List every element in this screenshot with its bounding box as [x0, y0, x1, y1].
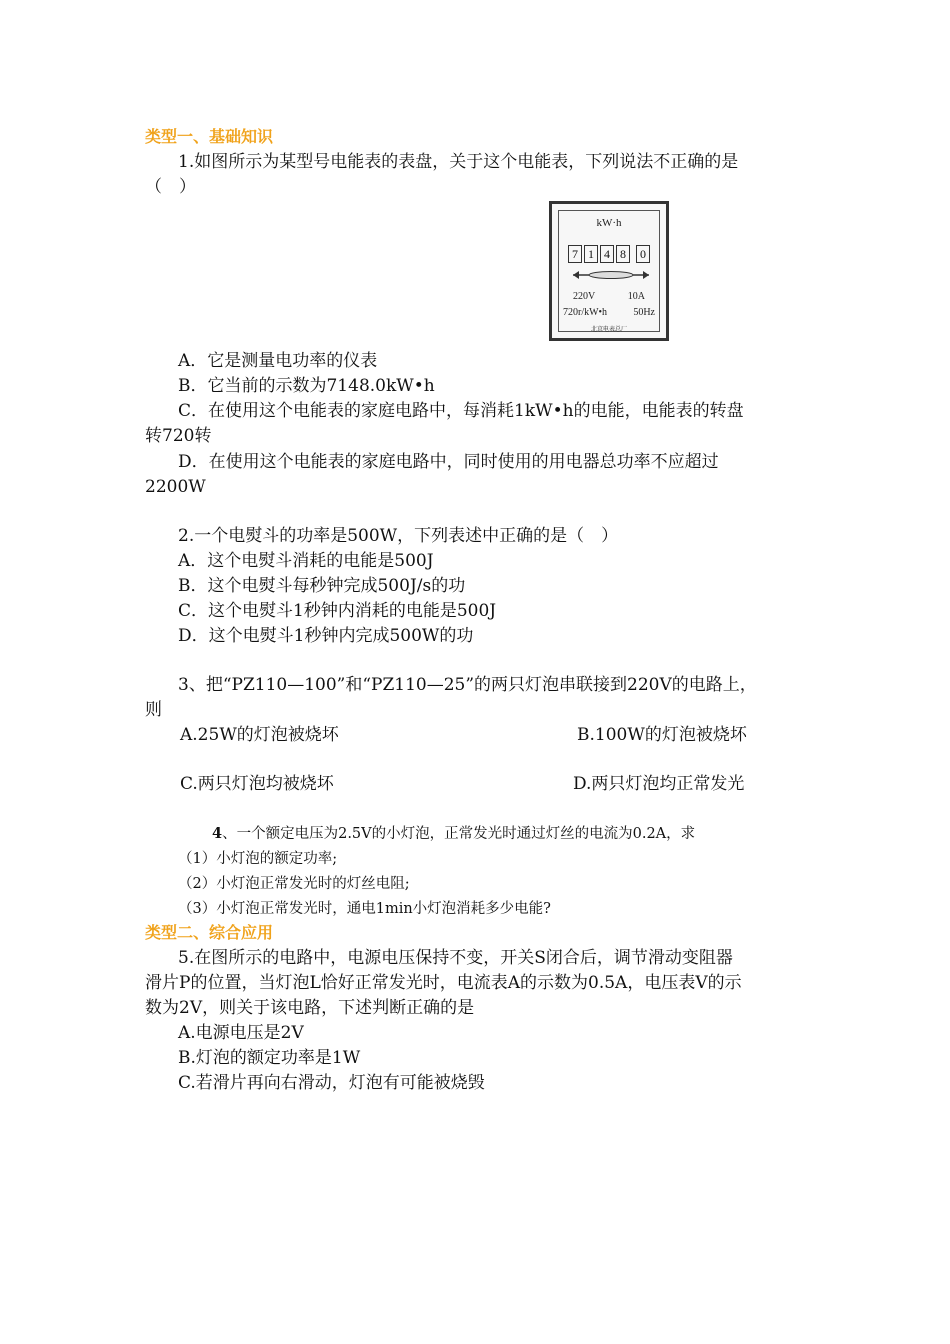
q1-option-d: D．在使用这个电能表的家庭电路中，同时使用的用电器总功率不应超过	[178, 452, 719, 472]
q5-stem: 5.在图所示的电路中，电源电压保持不变，开关S闭合后，调节滑动变阻器	[178, 948, 733, 968]
q2-option-a: A．这个电熨斗消耗的电能是500J	[178, 551, 434, 571]
meter-digit: 7	[568, 245, 582, 263]
meter-digits	[568, 245, 650, 263]
q4-part-2: （2）小灯泡正常发光时的灯丝电阻;	[178, 876, 410, 892]
q3-option-c: C.两只灯泡均被烧坏	[180, 774, 334, 794]
q1-option-c-cont: 转720转	[145, 426, 212, 446]
q3-stem: 3、把“PZ110—100”和“PZ110—25”的两只灯泡串联接到220V的电路上，	[178, 675, 757, 695]
section-heading-application: 类型二、综合应用	[145, 923, 274, 942]
meter-current: 10A	[627, 291, 645, 302]
meter-ratings-row	[559, 291, 659, 302]
q4-part-3: （3）小灯泡正常发光时，通电1min小灯泡消耗多少电能?	[178, 901, 551, 917]
meter-unit: kW·h	[596, 217, 622, 229]
section-heading-basic: 类型一、基础知识	[145, 127, 274, 146]
q5-stem-cont-1: 滑片P的位置，当灯泡L恰好正常发光时，电流表A的示数为0.5A，电压表V的示	[145, 973, 742, 993]
meter-constant-row	[559, 307, 659, 318]
q2-stem: 2.一个电熨斗的功率是500W，下列表述中正确的是（ ）	[178, 526, 619, 546]
q5-stem-cont-2: 数为2V，则关于该电路，下述判断正确的是	[145, 998, 475, 1018]
q4-part-1: （1）小灯泡的额定功率;	[178, 851, 338, 867]
meter-constant: 720r/kW•h	[563, 307, 608, 318]
q1-option-d-cont: 2200W	[145, 477, 206, 497]
q3-option-d: D.两只灯泡均正常发光	[573, 774, 745, 794]
q1-option-b: B．它当前的示数为7148.0kW•h	[178, 376, 435, 396]
q3-option-b: B.100W的灯泡被烧坏	[577, 725, 747, 745]
q1-stem-bracket: （ ）	[145, 177, 196, 197]
q2-option-d: D．这个电熨斗1秒钟内完成500W的功	[178, 626, 474, 646]
meter-digit: 8	[616, 245, 630, 263]
q3-option-a: A.25W的灯泡被烧坏	[180, 725, 339, 745]
q4-stem-text: 、一个额定电压为2.5V的小灯泡，正常发光时通过灯丝的电流为0.2A，求	[222, 826, 696, 842]
q5-option-a: A.电源电压是2V	[178, 1023, 304, 1043]
meter-voltage: 220V	[573, 291, 596, 302]
meter-decimal-digit: 0	[636, 245, 650, 263]
meter-digit: 1	[584, 245, 598, 263]
q2-option-b: B．这个电熨斗每秒钟完成500J/s的功	[178, 576, 466, 596]
meter-frequency: 50Hz	[633, 307, 655, 318]
q1-option-a: A．它是测量电功率的仪表	[178, 351, 378, 371]
q3-stem-cont: 则	[145, 700, 162, 720]
meter-disc-icon	[571, 269, 651, 281]
q4-stem	[212, 822, 695, 846]
q5-option-b: B.灯泡的额定功率是1W	[178, 1048, 361, 1068]
q4-number: 4	[212, 825, 223, 842]
electric-meter-image	[549, 201, 669, 341]
q1-stem: 1.如图所示为某型号电能表的表盘，关于这个电能表，下列说法不正确的是	[178, 152, 739, 172]
q1-option-c: C．在使用这个电能表的家庭电路中，每消耗1kW•h的电能，电能表的转盘	[178, 401, 744, 421]
meter-digit: 4	[600, 245, 614, 263]
q5-option-c: C.若滑片再向右滑动，灯泡有可能被烧毁	[178, 1073, 485, 1093]
meter-maker: 北京电表总厂	[590, 327, 627, 333]
q2-option-c: C．这个电熨斗1秒钟内消耗的电能是500J	[178, 601, 497, 621]
